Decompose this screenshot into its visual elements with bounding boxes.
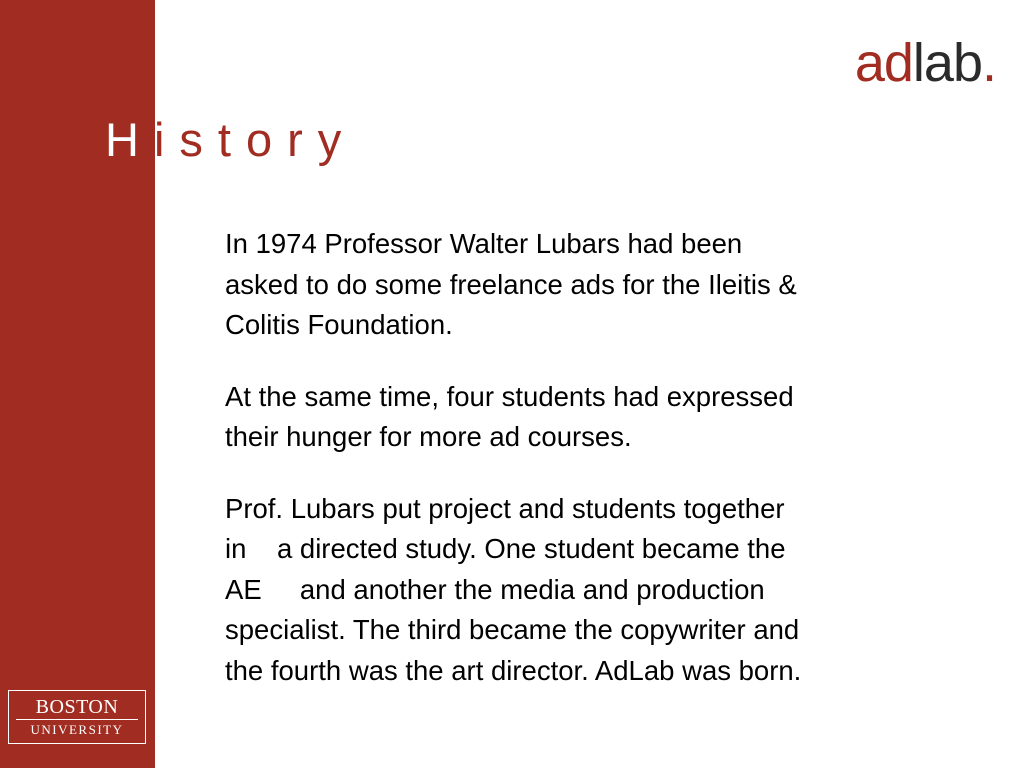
badge-bottom-text: UNIVERSITY [30, 722, 124, 737]
paragraph-3: Prof. Lubars put project and students together in a directed study. One student became the AE and another the media and production specialist. The third became the copywriter and the fourth was the art director. AdLab was born. [225, 492, 802, 686]
logo-lab: lab [912, 33, 982, 93]
badge-top-text: BOSTON [35, 696, 119, 718]
title-first-letter: H [105, 113, 154, 166]
title-rest: istory [153, 113, 357, 166]
adlab-logo [854, 33, 996, 93]
logo-dot: . [981, 33, 996, 93]
paragraph-1: In 1974 Professor Walter Lubars had been asked to do some freelance ads for the Ileitis & Colitis Foundation. [225, 228, 797, 340]
body-text [225, 224, 955, 722]
paragraph-2: At the same time, four students had expressed their hunger for more ad courses. [225, 380, 794, 452]
slide-title [105, 113, 357, 166]
badge-divider [16, 719, 138, 720]
boston-university-logo [8, 690, 146, 744]
logo-ad: ad [854, 33, 913, 93]
